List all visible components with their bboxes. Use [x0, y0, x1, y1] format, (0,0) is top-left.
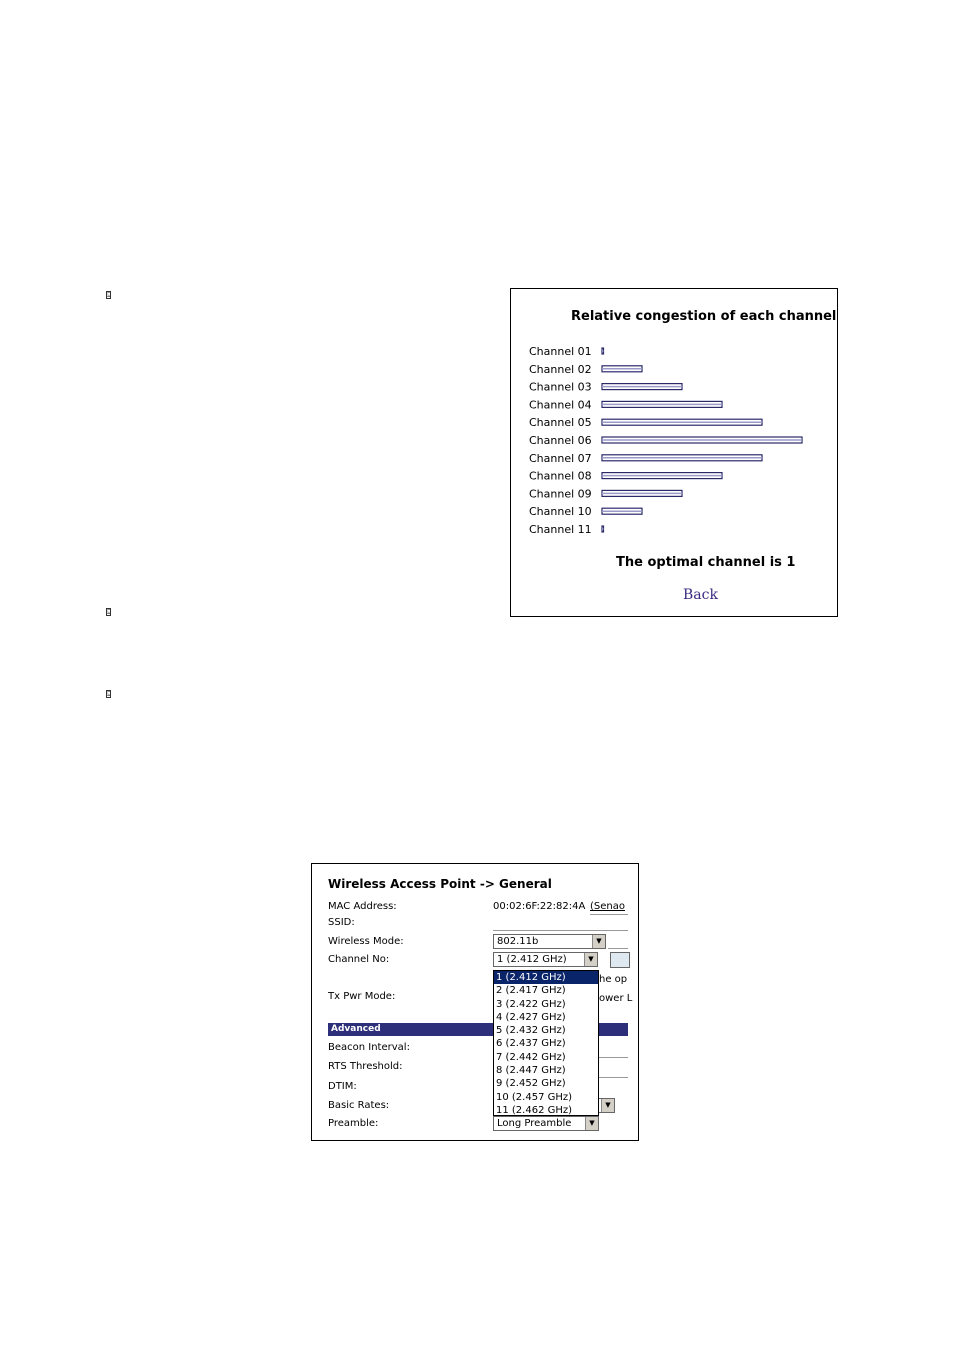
chevron-down-icon[interactable]: ▼ [585, 1117, 598, 1130]
channel-dropdown-list[interactable] [493, 970, 599, 1116]
mac-address-label: MAC Address: [328, 901, 397, 912]
chevron-down-icon[interactable]: ▼ [584, 953, 597, 966]
channel-option[interactable]: 1 (2.412 GHz) [494, 971, 598, 984]
divider [608, 948, 628, 949]
channel-option[interactable]: 7 (2.442 GHz) [496, 1051, 566, 1063]
wireless-mode-select[interactable] [493, 934, 606, 949]
mac-address-value: 00:02:6F:22:82:4A [493, 901, 586, 912]
tx-hint-text: ower L [599, 993, 633, 1004]
divider [599, 1077, 628, 1078]
preamble-value: Long Preamble [497, 1118, 572, 1129]
tx-pwr-mode-label: Tx Pwr Mode: [328, 991, 396, 1002]
wireless-mode-value: 802.11b [497, 936, 539, 947]
back-link[interactable]: Back [683, 587, 718, 603]
channel-label: Channel 04 [529, 398, 592, 412]
chevron-down-icon[interactable]: ▼ [592, 935, 605, 948]
divider [599, 1057, 628, 1058]
channel-option[interactable]: 2 (2.417 GHz) [496, 985, 566, 997]
channel-label: Channel 10 [529, 505, 592, 519]
basic-rates-label: Basic Rates: [328, 1100, 390, 1111]
channel-hint-text: he op [599, 974, 628, 985]
scan-button[interactable] [610, 952, 630, 968]
advanced-section-header: Advanced [328, 1023, 628, 1036]
channel-label: Channel 03 [529, 380, 592, 394]
ssid-label: SSID: [328, 917, 355, 928]
channel-option[interactable]: 11 (2.462 GHz) [496, 1104, 573, 1116]
channel-label: Channel 09 [529, 487, 592, 501]
channel-option[interactable]: 3 (2.422 GHz) [496, 998, 566, 1010]
bullet-icon: ⍓ [107, 609, 111, 616]
rts-threshold-label: RTS Threshold: [328, 1061, 403, 1072]
channel-select[interactable] [493, 952, 598, 967]
bullet-icon: ⍓ [107, 292, 111, 299]
channel-option[interactable]: 4 (2.427 GHz) [496, 1011, 566, 1023]
chevron-down-icon[interactable]: ▼ [601, 1099, 614, 1112]
dtim-label: DTIM: [328, 1081, 357, 1092]
mac-vendor-link[interactable]: (Senao [590, 901, 625, 912]
channel-option[interactable]: 5 (2.432 GHz) [496, 1025, 566, 1037]
preamble-select[interactable] [493, 1116, 599, 1131]
beacon-interval-label: Beacon Interval: [328, 1042, 410, 1053]
channel-label: Channel 07 [529, 451, 592, 465]
channel-label: Channel 06 [529, 434, 592, 447]
channel-label: Channel 08 [529, 469, 592, 483]
bullet-icon: ⍓ [107, 691, 111, 698]
channel-option[interactable]: 6 (2.437 GHz) [496, 1038, 566, 1050]
channel-option[interactable]: 9 (2.452 GHz) [496, 1078, 566, 1090]
channel-no-label: Channel No: [328, 954, 390, 965]
chart-title: Relative congestion of each channel [571, 309, 837, 324]
channel-label: Channel 11 [529, 523, 592, 536]
channel-option[interactable]: 8 (2.447 GHz) [496, 1065, 566, 1077]
optimal-channel-text: The optimal channel is 1 [616, 555, 796, 570]
channel-option[interactable]: 10 (2.457 GHz) [496, 1091, 573, 1103]
wireless-mode-label: Wireless Mode: [328, 936, 404, 947]
divider [590, 914, 628, 915]
congestion-panel [510, 288, 838, 617]
channel-label: Channel 05 [529, 416, 592, 430]
preamble-label: Preamble: [328, 1118, 379, 1129]
wireless-ap-panel [311, 863, 639, 1141]
channel-label: Channel 02 [529, 362, 592, 376]
channel-label: Channel 01 [529, 345, 592, 358]
ap-page-title: Wireless Access Point -> General [328, 877, 552, 891]
divider [493, 930, 628, 931]
channel-value: 1 (2.412 GHz) [497, 954, 567, 965]
basic-rates-select[interactable] [597, 1098, 615, 1113]
